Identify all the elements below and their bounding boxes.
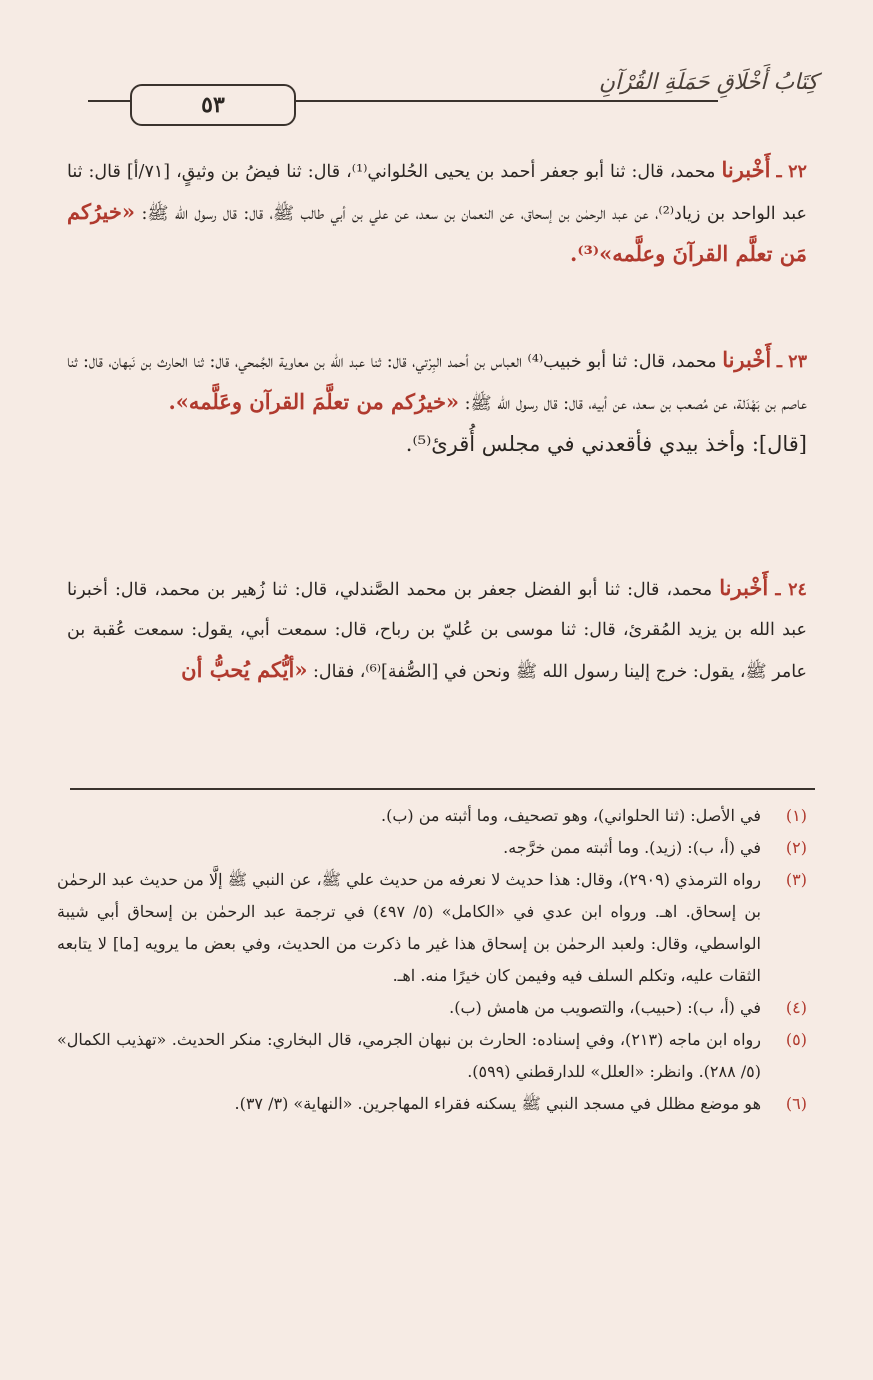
hadith-quote: «خيرُكم مَن تعلَّم القرآنَ وعلَّمه»⁽³⁾.: [67, 199, 807, 266]
header-rule-right: [294, 100, 718, 102]
footnote-divider: [70, 788, 815, 790]
hadith-text: محمد، قال: ثنا أبو خبيب⁽⁴⁾ العباس بن أحمد البِرْتي، قال: ثنا عبد الله بن معاوية الجُمحي، قال: ثنا الحارث بن نَبهان، قال: ثنا عاصم بن بَهْدَلة، عن مُصعب بن سعد، عن أبيه، قال: قال رسول الله ﷺ:: [67, 352, 807, 414]
hadith-text: محمد، قال: ثنا أبو الفضل جعفر بن محمد الصَّندلي، قال: ثنا زُهير بن محمد، قال: أخبرنا عبد الله بن يزيد المُقرئ، قال: ثنا موسى بن عُليّ بن رباح، قال: سمعت أبي، يقول: سمعت عُقبة بن عامر ﷺ، يقول: خرج إلينا رسول الله ﷺ ونحن في [الصُّفة]⁽⁶⁾، فقال:: [67, 580, 807, 682]
footnote-text: هو موضع مظلل في مسجد النبي ﷺ يسكنه فقراء المهاجرين. «النهاية» (٣/ ٣٧).: [234, 1094, 761, 1113]
hadith-number: ٢٤ ـ: [775, 580, 807, 600]
footnote-number: (٣): [785, 870, 807, 889]
hadith-lead: أَخْبرنا: [722, 347, 772, 372]
paragraph-24: [67, 568, 807, 706]
footnote: [57, 864, 807, 992]
footnote-number: (٢): [785, 838, 807, 857]
footnote-number: (١): [785, 806, 807, 825]
footnote: [57, 992, 807, 1024]
hadith-lead: أَخْبرنا: [721, 157, 771, 182]
hadith-text: محمد، قال: ثنا أبو جعفر أحمد بن يحيى الحُلواني⁽¹⁾، قال: ثنا فيضُ بن وثيقٍ، [٧١/أ] قال: ثنا عبد الواحد بن زياد⁽²⁾، عن عبد الرحمٰن بن إسحاق، عن النعمان بن سعد، عن علي بن أبي طالب ﷺ، قال: قال رسول الله ﷺ:: [67, 162, 807, 224]
hadith-lead: أَخْبرنا: [719, 575, 769, 600]
paragraph-22: [67, 150, 807, 290]
book-title: كِتَابُ أَخْلَاقِ حَمَلَةِ القُرْآنِ: [598, 70, 818, 95]
footnote-number: (٥): [785, 1030, 807, 1049]
hadith-quote: «خيرُكم من تعلَّمَ القرآن وعَلَّمه».: [168, 389, 460, 414]
page-number: ٥٣: [130, 84, 296, 126]
footnote: [57, 1024, 807, 1088]
footnote-text: في (أ، ب): (زيد). وما أثبته ممن خرَّجه.: [503, 838, 761, 857]
footnote: [57, 1088, 807, 1120]
hadith-extra: [قال]: وأخذ بيدي فأقعدني في مجلس أُقرئ⁽⁵⁾.: [405, 432, 807, 456]
footnote-text: رواه ابن ماجه (٢١٣)، وفي إسناده: الحارث بن نبهان الجرمي، قال البخاري: منكر الحديث. «تهذيب الكمال» (٥/ ٢٨٨). وانظر: «العلل» للدارقطني (٥٩٩).: [57, 1030, 762, 1081]
footnote: [57, 800, 807, 832]
footnote-text: في الأصل: (ثنا الحلواني)، وهو تصحيف، وما أثبته من (ب).: [381, 806, 761, 825]
hadith-quote: «أيُّكم يُحبُّ أن: [181, 657, 308, 682]
header-rule-left: [88, 100, 130, 102]
footnote-text: رواه الترمذي (٢٩٠٩)، وقال: هذا حديث لا نعرفه من حديث علي ﷺ، عن النبي ﷺ إلَّا من حديث عبد الرحمٰن بن إسحاق. اهـ. ورواه ابن عدي في «الكامل» (٥/ ٤٩٧) في ترجمة عبد الرحمٰن بن إسحاق أبي شيبة الواسطي، وقال: ولعبد الرحمٰن بن إسحاق هذا غير ما ذكرت من الحديث، وفي بعض ما يرويه [ما] لا يتابعه الثقات عليه، وتكلم السلف فيه وفيمن كان خيرًا منه. اهـ.: [57, 870, 761, 985]
footnotes: [57, 800, 807, 1120]
hadith-number: ٢٣ ـ: [776, 352, 807, 372]
footnote: [57, 832, 807, 864]
paragraph-23: [67, 340, 807, 480]
page-header: [88, 70, 818, 130]
footnote-text: في (أ، ب): (حبيب)، والتصويب من هامش (ب).: [449, 998, 761, 1017]
footnote-number: (٦): [785, 1094, 807, 1113]
footnote-number: (٤): [785, 998, 807, 1017]
hadith-number: ٢٢ ـ: [776, 162, 807, 182]
